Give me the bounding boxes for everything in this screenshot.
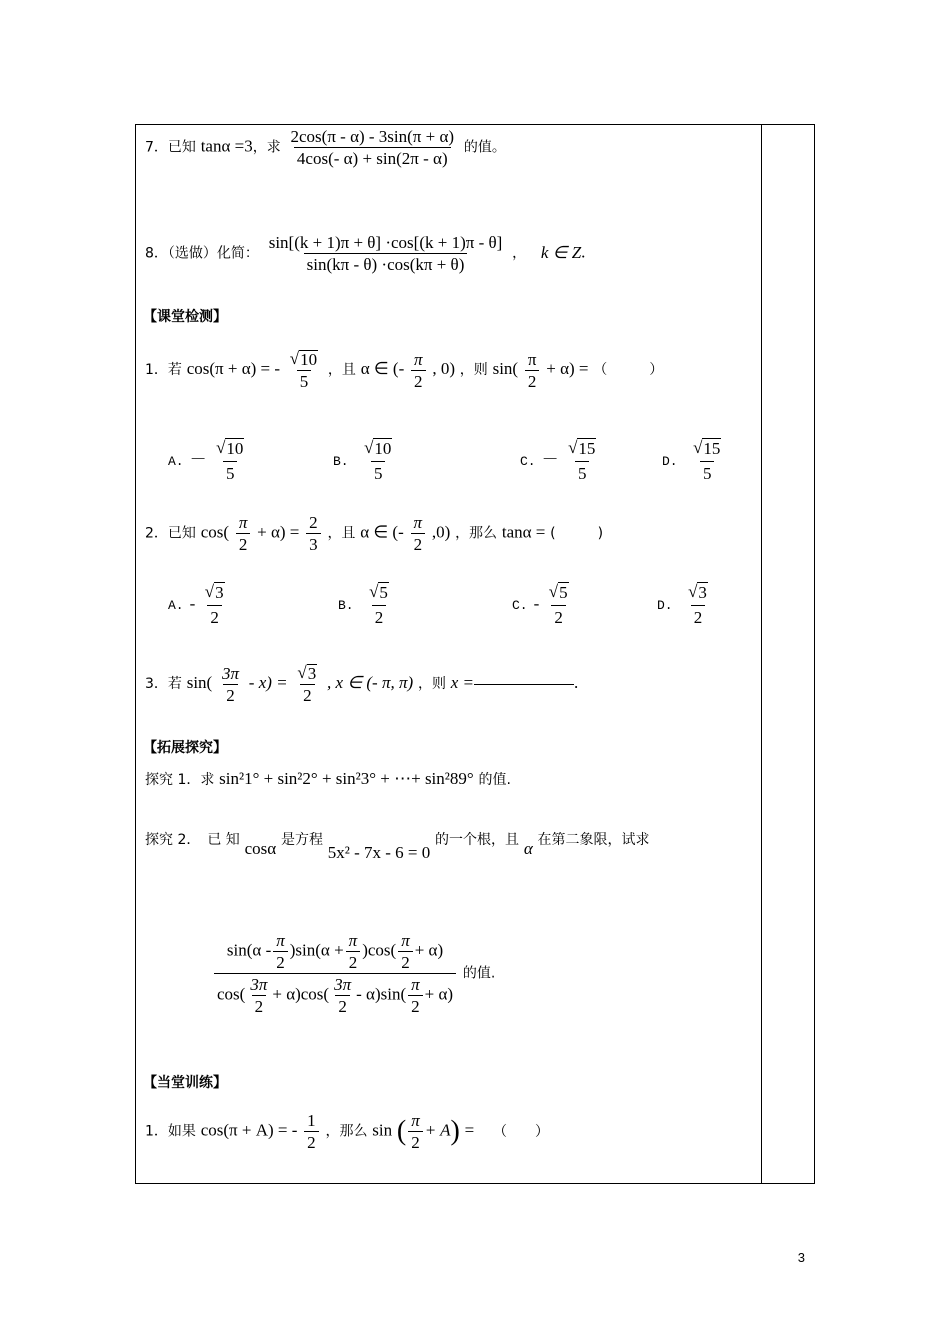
big-fraction-numerator: sin(α - $\frac{\pi}{2}$ )sin(α + $\frac{\pi}{2}$ )cos( $\frac{\pi}{2}$ + α) [226,931,444,972]
q8-fraction: $\frac{\sin[(k + 1)\pi + \theta] \cdot\cos[(k + 1)\pi - \theta]}{\sin(k\pi - \theta) \cdot\cos(k\pi + \theta)}$ [268,233,503,274]
explore-1: 探究 1．求 sin²1° + sin²2° + sin²3° + ⋯+ sin²89° 的值. [145,769,511,788]
option-fraction: √ 15 5 [693,438,721,483]
kt1-option-d[interactable]: D. √ 15 5 [662,438,726,484]
kt2-option-c[interactable]: C. - √ 5 2 [512,582,574,628]
question-7: 7．已知 tanα =3，求 $\frac{2\cos(\pi - \alpha) - 3\sin(\pi + \alpha)}{4\cos(- \alpha) + \sin(2\pi - \alpha)}$ 的值。 [145,127,506,168]
kt2-frac-pi2-b: $\frac{\pi}{2}$ [411,514,426,553]
dt1-frac-pi2: $\frac{\pi}{2}$ [408,1112,423,1151]
section-heading-ketang: 【课堂检测】 [143,309,227,325]
kt2-option-b[interactable]: B. √ 5 2 [338,582,394,628]
explore-2: 探究 2． 已 知 cosα 是方程 5x² - 7x - 6 = 0 的一个根，且 α 在第二象限，试求 [145,832,650,862]
big-fraction [214,932,456,1015]
option-fraction: √ 10 5 [216,438,244,483]
kt1-frac-pi2-b: $\frac{\pi}{2}$ [525,351,540,390]
explore-2-expression: sin(α - $\frac{\pi}{2}$ )sin(α + $\frac{\pi}{2}$ )cos( $\frac{\pi}{2}$ + α) cos( $\frac{3\pi}{2}$ + α)cos( $\frac{3\pi}{2}$ - α)sin( $\frac{\pi}{2}$ + α) 的值. [212,932,495,1015]
option-fraction: √ 5 2 [548,582,568,627]
kt3-frac-3pi2: $\frac{3\pi}{2}$ [221,663,240,705]
kt2-frac-pi2: $\frac{\pi}{2}$ [236,514,251,553]
option-fraction: √ 3 2 [688,582,707,627]
page-number: 3 [797,1250,805,1265]
option-fraction: √ 5 2 [369,582,388,627]
kt1-option-a[interactable]: A. － √ 10 5 [168,438,249,484]
table-column-divider [761,124,762,1184]
kt2-option-d[interactable]: D. √ 3 2 [657,582,713,628]
option-fraction: √ 10 5 [364,438,392,483]
kt1-frac-sqrt10: √ 10 5 [289,349,318,391]
check-question-1: 1．若 cos(π + α) = - √ 10 5 ，且 α ∈ (- $\frac{\pi}{2}$ , 0) ，则 sin( $\frac{\pi}{2}$ + α) = （ ） [145,349,664,391]
practice-question-1: 1．如果 cos(π + A) = - $\frac{1}{2}$ ，那么 sin ( $\frac{\pi}{2}$ + A) = （ ） [145,1111,550,1152]
kt2-option-a[interactable]: A. - √ 3 2 [168,582,230,628]
q7-fraction: $\frac{2\cos(\pi - \alpha) - 3\sin(\pi + \alpha)}{4\cos(- \alpha) + \sin(2\pi - \alpha)}$ [290,127,455,168]
content-table [135,124,815,1184]
answer-blank[interactable] [474,684,574,685]
check-question-3: 3．若 sin( $\frac{3\pi}{2}$ - x) = √ 3 2 , x ∈ (- π, π) ，则 x = . [145,663,579,705]
section-heading-dangtang: 【当堂训练】 [143,1075,227,1091]
big-fraction-denominator: cos( $\frac{3\pi}{2}$ + α)cos( $\frac{3\pi}{2}$ - α)sin( $\frac{\pi}{2}$ + α) [214,973,456,1015]
dt1-frac-1-2: $\frac{1}{2}$ [304,1112,319,1151]
check-question-2: 2．已知 cos( $\frac{\pi}{2}$ + α) = $\frac{2}{3}$ ，且 α ∈ (- $\frac{\pi}{2}$ ,0) ，那么 tanα = ( ) [145,513,604,554]
kt3-frac-sqrt3: √ 3 2 [297,663,317,705]
option-fraction: √ 15 5 [568,438,596,483]
option-fraction: √ 3 2 [204,582,224,627]
kt1-option-c[interactable]: C. － √ 15 5 [520,438,601,484]
kt1-option-b[interactable]: B. √ 10 5 [333,438,397,484]
section-heading-tuozhan: 【拓展探究】 [143,740,227,756]
question-8: 8．（选做）化简： $\frac{\sin[(k + 1)\pi + \theta] \cdot\cos[(k + 1)\pi - \theta]}{\sin(k\pi - \theta) \cdot\cos(k\pi + \theta)}$ ， k ∈ Z. [145,233,586,274]
kt1-frac-pi2: $\frac{\pi}{2}$ [411,351,426,390]
kt2-frac-2-3: $\frac{2}{3}$ [306,514,321,553]
